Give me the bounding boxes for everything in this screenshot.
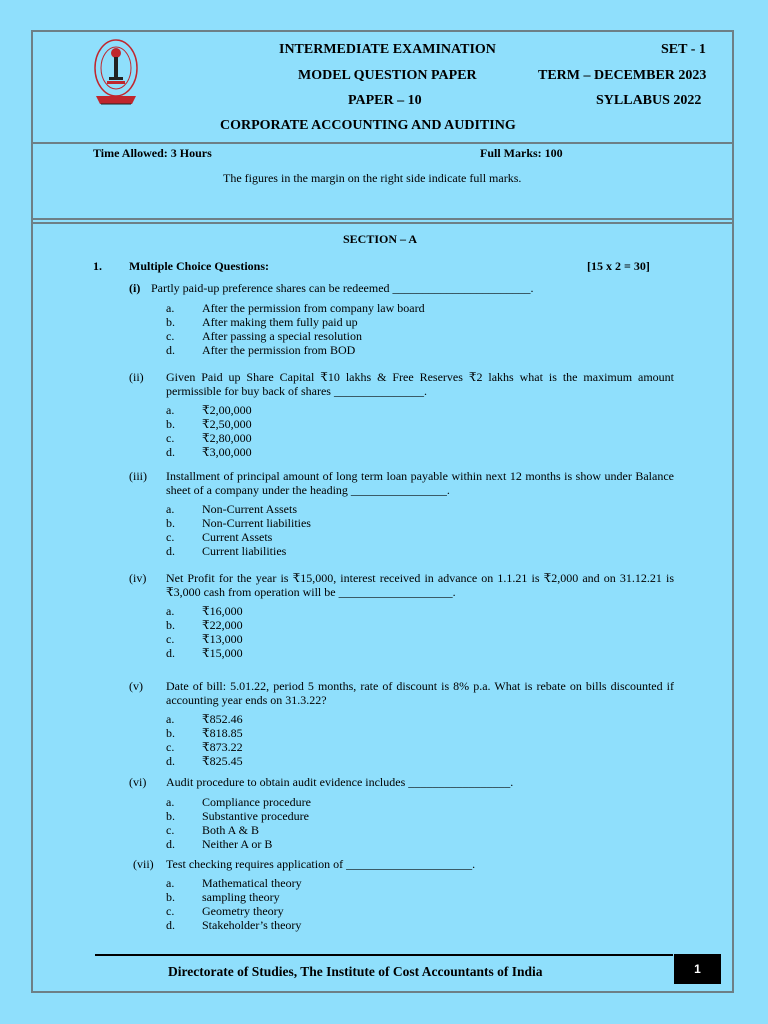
- question-number: 1.: [93, 259, 102, 273]
- question-text: Date of bill: 5.01.22, period 5 months, rate of discount is 8% p.a. What is rebate on bills discounted if accounting year ends on 31.3.22?: [166, 679, 674, 707]
- question-text: Partly paid-up preference shares can be redeemed _______________________.: [151, 281, 534, 295]
- meta-divider-top: [31, 218, 734, 220]
- question-num: (v): [129, 679, 143, 693]
- syllabus-label: SYLLABUS 2022: [596, 93, 702, 108]
- time-allowed: Time Allowed: 3 Hours: [93, 146, 212, 160]
- question-num: (ii): [129, 370, 144, 384]
- set-label: SET - 1: [661, 42, 706, 57]
- marks-note: The figures in the margin on the right side indicate full marks.: [223, 171, 522, 185]
- footer-org: Directorate of Studies, The Institute of Cost Accountants of India: [168, 964, 543, 979]
- question-text: Installment of principal amount of long term loan payable within next 12 months is show under Balance sheet of a company under the heading ________________.: [166, 469, 674, 497]
- full-marks: Full Marks: 100: [480, 146, 563, 160]
- question-text: Audit procedure to obtain audit evidence includes _________________.: [166, 775, 514, 789]
- page-number: 1: [674, 954, 721, 984]
- institute-logo-icon: [91, 38, 141, 114]
- subject-title: CORPORATE ACCOUNTING AND AUDITING: [220, 118, 516, 133]
- footer-rule: [95, 954, 673, 956]
- paper-type: MODEL QUESTION PAPER: [298, 68, 477, 83]
- question-text: Given Paid up Share Capital ₹10 lakhs & Free Reserves ₹2 lakhs what is the maximum amount permissible for buy back of shares _______________.: [166, 370, 674, 398]
- question-num: (iv): [129, 571, 147, 585]
- question-num: (i): [129, 281, 141, 295]
- meta-divider-bottom: [31, 222, 734, 224]
- question-num: (iii): [129, 469, 147, 483]
- question-heading: Multiple Choice Questions:: [129, 259, 269, 273]
- question-marks: [15 x 2 = 30]: [587, 259, 650, 273]
- section-title: SECTION – A: [343, 232, 418, 246]
- paper-number: PAPER – 10: [348, 93, 422, 108]
- question-text: Test checking requires application of _____________________.: [166, 857, 476, 871]
- question-text: Net Profit for the year is ₹15,000, interest received in advance on 1.1.21 is ₹2,000 and on 31.12.21 is ₹3,000 cash from operation will be ___________________.: [166, 571, 674, 599]
- header-divider: [31, 142, 734, 144]
- term-label: TERM – DECEMBER 2023: [538, 68, 707, 83]
- question-num: (vi): [129, 775, 147, 789]
- exam-title: INTERMEDIATE EXAMINATION: [279, 42, 496, 57]
- question-num: (vii): [133, 857, 154, 871]
